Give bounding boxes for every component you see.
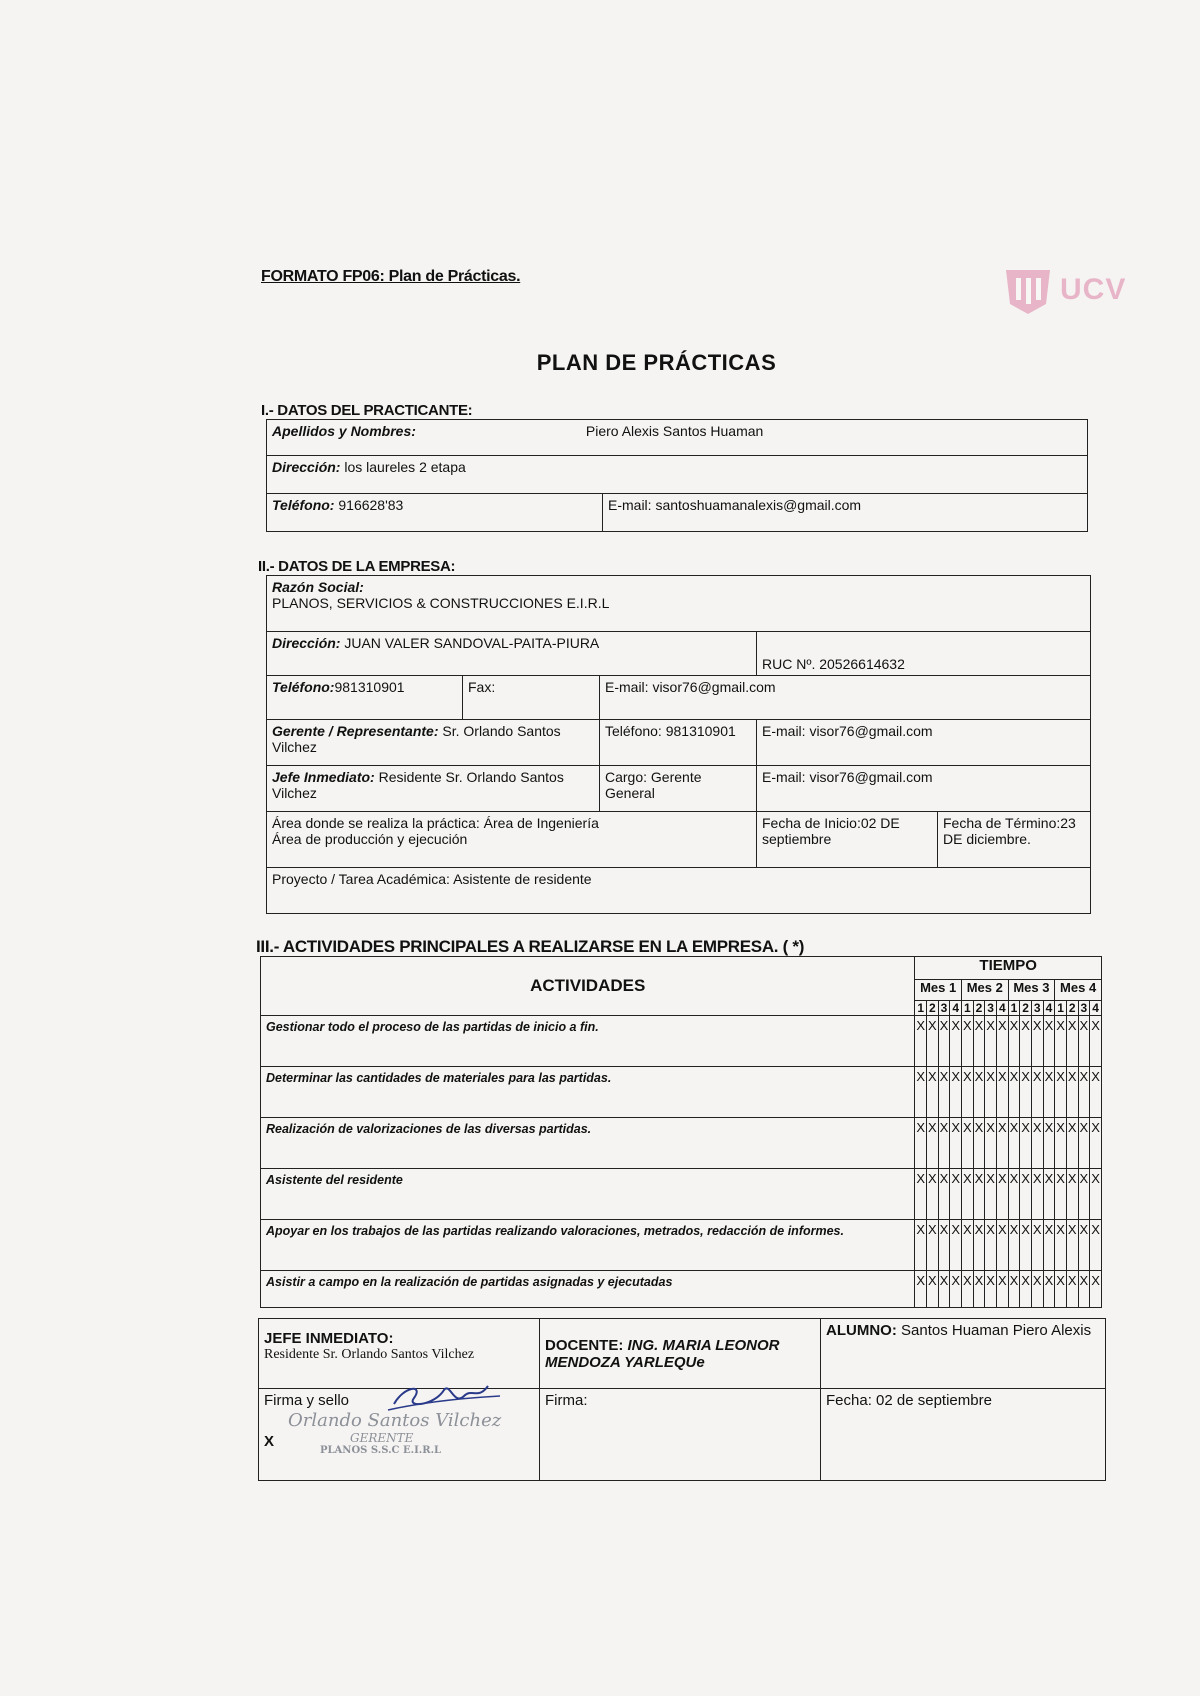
fecha-label: Fecha: 02 de septiembre (826, 1392, 992, 1409)
names-cell (267, 420, 1088, 456)
week-mark: X (1078, 1169, 1090, 1220)
section1-heading: I.- DATOS DEL PRACTICANTE: (261, 402, 473, 419)
page-title: PLAN DE PRÁCTICAS (536, 350, 777, 375)
month-header: Mes 3 (1008, 980, 1055, 1001)
end-date-cell (938, 812, 1091, 868)
x-mark: X (264, 1433, 275, 1450)
week-mark: X (1078, 1016, 1090, 1067)
area-line2: Área de producción y ejecución (272, 831, 468, 847)
names-value: Piero Alexis Santos Huaman (585, 423, 764, 439)
week-mark: X (1078, 1118, 1090, 1169)
week-mark: X (927, 1016, 939, 1067)
week-mark: X (927, 1118, 939, 1169)
week-mark: X (950, 1169, 962, 1220)
week-mark: X (1043, 1220, 1055, 1271)
week-mark: X (961, 1220, 973, 1271)
week-mark: X (927, 1271, 939, 1308)
week-mark: X (1055, 1016, 1067, 1067)
week-header: 1 (961, 1001, 973, 1016)
phone-value: 916628'83 (338, 497, 404, 513)
week-header: 3 (985, 1001, 997, 1016)
week-mark: X (961, 1169, 973, 1220)
week-header: 1 (1055, 1001, 1067, 1016)
boss-email-cell (757, 766, 1091, 812)
week-mark: X (1078, 1220, 1090, 1271)
week-mark: X (985, 1016, 997, 1067)
week-mark: X (1090, 1271, 1102, 1308)
week-mark: X (1020, 1271, 1032, 1308)
company-phone-label: Teléfono: (272, 679, 335, 695)
address-cell (267, 456, 1088, 494)
firma-sello-label: Firma y sello (264, 1392, 350, 1409)
week-mark: X (1066, 1169, 1078, 1220)
week-mark: X (1066, 1271, 1078, 1308)
week-mark: X (1020, 1169, 1032, 1220)
project-value: Proyecto / Tarea Académica: Asistente de residente (272, 871, 592, 887)
week-mark: X (1066, 1118, 1078, 1169)
end-date: Fecha de Término:23 DE diciembre. (943, 815, 1076, 847)
week-header: 4 (1043, 1001, 1055, 1016)
week-mark: X (1066, 1220, 1078, 1271)
razon-value: PLANOS, SERVICIOS & CONSTRUCCIONES E.I.R.L (272, 595, 610, 611)
boss-role: Cargo: Gerente General (605, 769, 702, 801)
stamp-role: GERENTE (350, 1431, 414, 1445)
week-mark: X (1008, 1220, 1020, 1271)
week-mark: X (1055, 1220, 1067, 1271)
week-mark: X (915, 1220, 927, 1271)
week-mark: X (1090, 1067, 1102, 1118)
week-header: 3 (1031, 1001, 1043, 1016)
teacher-header (540, 1319, 821, 1389)
month-header: Mes 4 (1055, 980, 1102, 1001)
month-header: Mes 1 (915, 980, 962, 1001)
week-mark: X (961, 1067, 973, 1118)
student-label: ALUMNO: (826, 1322, 897, 1339)
week-mark: X (1020, 1016, 1032, 1067)
week-mark: X (961, 1118, 973, 1169)
time-column-header: TIEMPO (915, 957, 1102, 980)
week-mark: X (1008, 1169, 1020, 1220)
email-cell (603, 494, 1088, 532)
boss-sign-name: Residente Sr. Orlando Santos Vilchez (264, 1347, 475, 1362)
week-mark: X (961, 1271, 973, 1308)
week-mark: X (985, 1118, 997, 1169)
activity-row (261, 1067, 1102, 1118)
week-mark: X (915, 1118, 927, 1169)
activity-description: Asistente del residente (261, 1169, 915, 1220)
week-mark: X (1031, 1220, 1043, 1271)
manager-phone: Teléfono: 981310901 (605, 723, 736, 739)
activity-row (261, 1220, 1102, 1271)
ucv-logo-text: UCV (1060, 273, 1127, 306)
activity-row (261, 1118, 1102, 1169)
week-mark: X (938, 1067, 950, 1118)
week-mark: X (950, 1016, 962, 1067)
week-mark: X (1043, 1169, 1055, 1220)
company-data-table (266, 575, 1091, 914)
teacher-name: ING. MARIA LEONOR MENDOZA YARLEQUe (545, 1336, 780, 1371)
week-mark: X (973, 1067, 985, 1118)
week-mark: X (1043, 1016, 1055, 1067)
week-mark: X (996, 1118, 1008, 1169)
student-data-table (266, 419, 1088, 532)
week-mark: X (938, 1169, 950, 1220)
week-mark: X (1055, 1118, 1067, 1169)
week-mark: X (973, 1169, 985, 1220)
week-mark: X (1090, 1118, 1102, 1169)
manager-label: Gerente / Representante: (272, 723, 439, 739)
week-mark: X (915, 1271, 927, 1308)
week-mark: X (973, 1118, 985, 1169)
company-email: E-mail: visor76@gmail.com (605, 679, 776, 695)
week-mark: X (973, 1271, 985, 1308)
week-header: 3 (938, 1001, 950, 1016)
student-date-cell (821, 1389, 1106, 1481)
week-mark: X (996, 1016, 1008, 1067)
boss-label: Jefe Inmediato: (272, 769, 375, 785)
teacher-label: DOCENTE: (545, 1336, 624, 1354)
week-mark: X (985, 1220, 997, 1271)
week-mark: X (1031, 1271, 1043, 1308)
boss-role-cell (600, 766, 757, 812)
week-mark: X (950, 1271, 962, 1308)
company-phone-cell (267, 676, 463, 720)
email-value: santoshuamanalexis@gmail.com (655, 497, 862, 513)
week-mark: X (1020, 1220, 1032, 1271)
week-mark: X (1008, 1067, 1020, 1118)
student-header (821, 1319, 1106, 1389)
razon-label: Razón Social: (272, 579, 364, 595)
project-cell (267, 868, 1091, 914)
week-mark: X (985, 1067, 997, 1118)
student-name: Santos Huaman Piero Alexis (901, 1322, 1092, 1339)
activities-table (260, 956, 1102, 1308)
week-mark: X (1078, 1067, 1090, 1118)
activity-row (261, 1169, 1102, 1220)
week-mark: X (1090, 1016, 1102, 1067)
month-header: Mes 2 (961, 980, 1008, 1001)
week-mark: X (996, 1067, 1008, 1118)
week-mark: X (938, 1271, 950, 1308)
ucv-shield-icon (1002, 264, 1054, 316)
week-mark: X (938, 1220, 950, 1271)
week-mark: X (1090, 1169, 1102, 1220)
week-mark: X (1043, 1067, 1055, 1118)
company-email-cell (600, 676, 1091, 720)
manager-phone-cell (600, 720, 757, 766)
week-mark: X (1031, 1118, 1043, 1169)
boss-email: E-mail: visor76@gmail.com (762, 769, 933, 785)
names-label: Apellidos y Nombres: (272, 423, 416, 439)
week-header: 2 (1020, 1001, 1032, 1016)
boss-sign-title: JEFE INMEDIATO: (264, 1330, 394, 1347)
week-mark: X (927, 1220, 939, 1271)
week-header: 2 (927, 1001, 939, 1016)
start-date-cell (757, 812, 938, 868)
activity-description: Gestionar todo el proceso de las partidas de inicio a fin. (261, 1016, 915, 1067)
week-header: 2 (1066, 1001, 1078, 1016)
week-mark: X (1008, 1016, 1020, 1067)
week-header: 1 (1008, 1001, 1020, 1016)
week-mark: X (1066, 1067, 1078, 1118)
manager-cell (267, 720, 600, 766)
boss-cell (267, 766, 600, 812)
week-header: 4 (996, 1001, 1008, 1016)
week-mark: X (1055, 1271, 1067, 1308)
format-label: FORMATO FP06: Plan de Prácticas. (261, 268, 521, 285)
week-mark: X (1008, 1271, 1020, 1308)
week-mark: X (938, 1118, 950, 1169)
firma-label: Firma: (545, 1392, 588, 1409)
razon-cell (267, 576, 1091, 632)
week-header: 3 (1078, 1001, 1090, 1016)
week-mark: X (996, 1220, 1008, 1271)
week-mark: X (1066, 1016, 1078, 1067)
week-mark: X (1031, 1169, 1043, 1220)
week-mark: X (973, 1016, 985, 1067)
week-mark: X (915, 1169, 927, 1220)
company-address-label: Dirección: (272, 635, 341, 651)
area-cell (267, 812, 757, 868)
company-address-value: JUAN VALER SANDOVAL-PAITA-PIURA (344, 635, 600, 651)
section3-heading: III.- ACTIVIDADES PRINCIPALES A REALIZARSE EN LA EMPRESA. ( *) (256, 937, 805, 956)
week-mark: X (950, 1067, 962, 1118)
week-mark: X (938, 1016, 950, 1067)
week-mark: X (1043, 1118, 1055, 1169)
stamp-name: Orlando Santos Vilchez (288, 1410, 502, 1431)
week-header: 2 (973, 1001, 985, 1016)
manager-value: Sr. Orlando Santos Vilchez (272, 723, 561, 755)
week-mark: X (1055, 1067, 1067, 1118)
activity-row (261, 1271, 1102, 1308)
company-address-cell (267, 632, 757, 676)
week-mark: X (950, 1118, 962, 1169)
week-mark: X (927, 1169, 939, 1220)
week-mark: X (985, 1169, 997, 1220)
week-mark: X (1031, 1067, 1043, 1118)
company-stamp (280, 1410, 501, 1456)
week-mark: X (950, 1220, 962, 1271)
company-phone-value: 981310901 (334, 679, 405, 695)
week-header: 4 (1090, 1001, 1102, 1016)
manager-email: E-mail: visor76@gmail.com (762, 723, 933, 739)
ruc-cell (757, 632, 1091, 676)
week-mark: X (973, 1220, 985, 1271)
week-mark: X (927, 1067, 939, 1118)
week-mark: X (1043, 1271, 1055, 1308)
week-mark: X (1031, 1016, 1043, 1067)
week-mark: X (1078, 1271, 1090, 1308)
week-mark: X (915, 1016, 927, 1067)
week-mark: X (961, 1016, 973, 1067)
week-mark: X (1020, 1067, 1032, 1118)
teacher-signature-cell (540, 1389, 821, 1481)
fax-label: Fax: (468, 679, 496, 695)
start-date: Fecha de Inicio:02 DE septiembre (762, 815, 900, 847)
manager-email-cell (757, 720, 1091, 766)
email-label: E-mail: (608, 497, 652, 513)
stamp-company: PLANOS S.S.C E.I.R.L (320, 1445, 442, 1456)
week-mark: X (996, 1271, 1008, 1308)
section2-heading: II.- DATOS DE LA EMPRESA: (258, 558, 456, 575)
phone-label: Teléfono: (272, 497, 335, 513)
activity-row (261, 1016, 1102, 1067)
phone-cell (267, 494, 603, 532)
week-mark: X (915, 1067, 927, 1118)
week-mark: X (1090, 1220, 1102, 1271)
activity-description: Determinar las cantidades de materiales para las partidas. (261, 1067, 915, 1118)
area-line1: Área donde se realiza la práctica: Área de Ingeniería (272, 815, 599, 831)
fax-cell (463, 676, 600, 720)
week-mark: X (1008, 1118, 1020, 1169)
week-header: 4 (950, 1001, 962, 1016)
ucv-logo (1002, 255, 1152, 325)
activity-description: Realización de valorizaciones de las diversas partidas. (261, 1118, 915, 1169)
activities-column-header: ACTIVIDADES (261, 957, 915, 1016)
activity-description: Apoyar en los trabajos de las partidas realizando valoraciones, metrados, redacción de informes. (261, 1220, 915, 1271)
week-mark: X (996, 1169, 1008, 1220)
week-mark: X (1020, 1118, 1032, 1169)
activity-description: Asistir a campo en la realización de partidas asignadas y ejecutadas (261, 1271, 915, 1308)
week-mark: X (985, 1271, 997, 1308)
week-mark: X (1055, 1169, 1067, 1220)
address-label: Dirección: (272, 459, 341, 475)
week-header: 1 (915, 1001, 927, 1016)
ruc-value: RUC Nº. 20526614632 (762, 656, 905, 672)
address-value: los laureles 2 etapa (344, 459, 466, 475)
boss-value: Residente Sr. Orlando Santos Vilchez (272, 769, 564, 801)
